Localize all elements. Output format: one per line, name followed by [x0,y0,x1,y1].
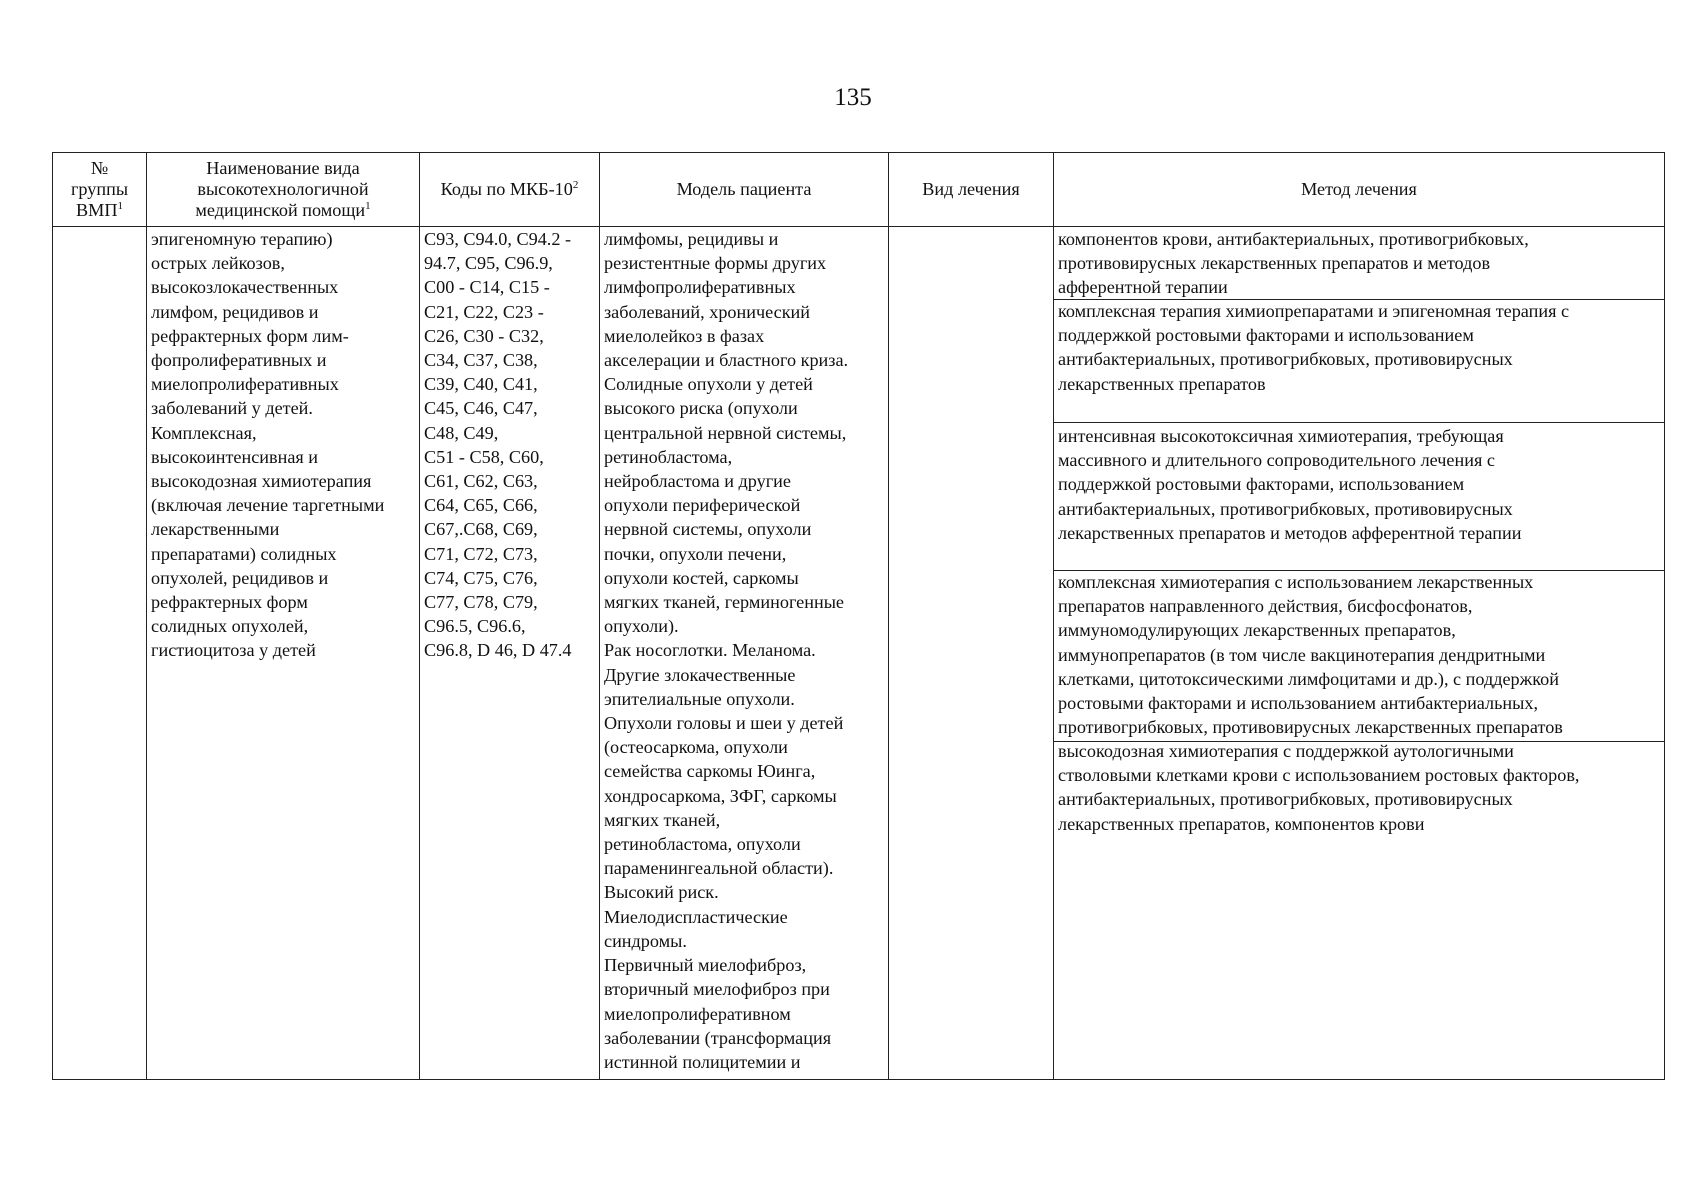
header-treatment-method: Метод лечения [1054,153,1665,227]
cell-group-no [53,227,147,1080]
cell-care-type: эпигеномную терапию) острых лейкозов, высокозлокачественных лимфом, рецидивов и рефрактерных форм лим- фопролиферативных и миелопролиферативных заболеваний у детей. Комплексная, высокоинтенсивная и высокодозная химиотерапия (включая лечение таргетными лекарственными препаратами) солидных опухолей, рецидивов и рефрактерных форм солидных опухолей, гистиоцитоза у детей [147,227,420,1080]
table-row [53,227,1665,1080]
header-icd-codes: Коды по МКБ-$10^2$ [420,153,600,227]
page-number: 135 [834,84,872,111]
method-item: высокодозная химиотерапия с поддержкой аутологичными стволовыми клетками крови с использованием ростовых факторов, антибактериальных, противогрибковых, противовирусных лекарственных препаратов, компонентов крови [1058,741,1580,834]
cell-icd-codes: C93, C94.0, C94.2 - 94.7, C95, C96.9, C00 - C14, C15 - C21, C22, C23 - C26, C30 - C32, C34, C37, C38, C39, C40, C41, C45, C46, C47, C48, C49, C51 - C58, C60, C61, C62, C63, C64, C65, C66, C67,.C68, C69, C71, C72, C73, C74, C75, C76, C77, C78, C79, C96.5, C96.6, C96.8, D 46, D 47.4 [420,227,600,1080]
cell-treatment-type [889,227,1054,1080]
table-header-row [53,153,1665,227]
method-item: комплексная терапия химиопрепаратами и эпигеномная терапия с поддержкой ростовыми факторами и использованием антибактериальных, противогрибковых, противовирусных лекарственных препаратов [1054,299,1664,423]
method-item: комплексная химиотерапия с использованием лекарственных препаратов направленного действия, бисфосфонатов, иммуномодулирующих лекарственных препаратов, иммунопрепаратов (в том числе вакцинотерапия дендритными клетками, цитотоксическими лимфоцитами и др.), с поддержкой ростовыми факторами и использованием антибактериальных, противогрибковых, противовирусных лекарственных препаратов [1054,568,1664,742]
method-item: интенсивная высокотоксичная химиотерапия, требующая массивного и длительного сопроводительного лечения с поддержкой ростовыми факторами, использованием антибактериальных, противогрибковых, противовирусных лекарственных препаратов и методов афферентной терапии [1054,422,1664,571]
cell-patient-model: лимфомы, рецидивы и резистентные формы других лимфопролиферативных заболеваний, хронический миелолейкоз в фазах акселерации и бластного криза. Солидные опухоли у детей высокого риска (опухоли центральной нервной системы, ретинобластома, нейробластома и другие опухоли периферической нервной системы, опухоли почки, опухоли печени, опухоли костей, саркомы мягких тканей, герминогенные опухоли). Рак носоглотки. Меланома. Другие злокачественные эпителиальные опухоли. Опухоли головы и шеи у детей (остеосаркома, опухоли семейства саркомы Юинга, хондросаркома, ЗФГ, саркомы мягких тканей, ретинобластома, опухоли параменингеальной области). Высокий риск. Миелодиспластические синдромы. Первичный миелофиброз, вторичный миелофиброз при миелопролиферативном заболевании (трансформация истинной полицитемии и [600,227,889,1080]
treatment-table [52,152,1665,1080]
header-patient-model: Модель пациента [600,153,889,227]
cell-treatment-method [1054,227,1665,1080]
header-group-no: № группы ВМП$^1$ [53,153,147,227]
header-treatment-type: Вид лечения [889,153,1054,227]
method-item: компонентов крови, антибактериальных, противогрибковых, противовирусных лекарственных препаратов и методов афферентной терапии [1054,227,1664,300]
header-care-type: Наименование вида высокотехнологичной медицинской помощи$^1$ [147,153,420,227]
